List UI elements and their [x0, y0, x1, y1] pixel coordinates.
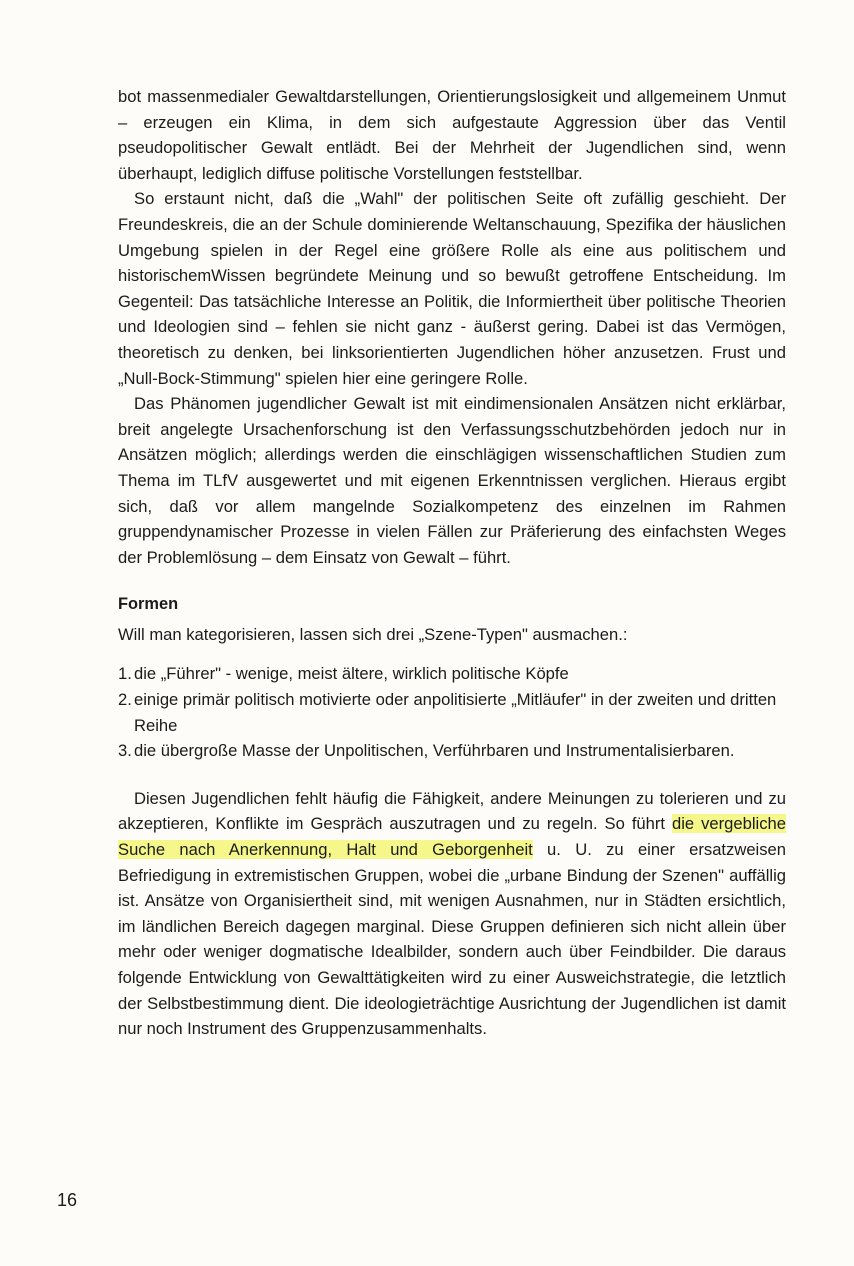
list-item — [118, 687, 786, 738]
paragraph-2: So erstaunt nicht, daß die „Wahl" der politischen Seite oft zufällig geschieht. Der Freundeskreis, die an der Schule dominierende Weltanschauung, Spezifika der häuslichen Umgebung spielen in der Regel eine größere Rolle als eine aus politischem und historischemWissen begründete Meinung und so bewußt getroffene Entscheidung. Im Gegenteil: Das tatsächliche Interesse an Politik, die Informiertheit über politische Theorien und Ideologien sind – fehlen sie nicht ganz - äußerst gering. Dabei ist das Vermögen, theoretisch zu denken, bei linksorientierten Jugendlichen höher anzusetzen. Frust und „Null-Bock-Stimmung" spielen hier eine geringere Rolle. — [118, 189, 786, 388]
list-item-text: die „Führer" - wenige, meist ältere, wirklich politische Köpfe — [134, 664, 569, 684]
section-lead: Will man kategorisieren, lassen sich drei „Szene-Typen" ausmachen.: — [118, 624, 628, 644]
text-column — [118, 84, 786, 1042]
closing-text-after: u. U. zu einer ersatzweisen Befriedigung in extremistischen Gruppen, wobei die „urbane Bindung der Szenen" auffällig ist. Ansätze von Organisiertheit sind, mit wenigen Ausnahmen, nur in Städten ersichtlich, im ländlichen Bereich dagegen marginal. Diese Gruppen definieren sich nicht allein über mehr oder weniger dogmatische Idealbilder, sondern auch über Feindbilder. Die daraus folgende Entwicklung von Gewalttätigkeiten wird zu einer Ausweichstrategie, die letztlich der Selbstbestimmung dient. Die ideologieträchtige Ausrichtung der Jugendlichen ist damit nur noch Instrument des Gruppenzusammenhalts. — [118, 840, 786, 1039]
szene-types-list — [118, 661, 786, 763]
paragraph-3: Das Phänomen jugendlicher Gewalt ist mit eindimensionalen Ansätzen nicht erklärbar, breit angelegte Ursachenforschung ist den Verfassungsschutzbehörden jedoch nur in Ansätzen möglich; allerdings werden die einschlägigen wissenschaftlichen Studien zum Thema im TLfV ausgewertet und mit eigenen Erkenntnissen verglichen. Hieraus ergibt sich, daß vor allem mangelnde Sozialkompetenz des einzelnen im Rahmen gruppendynamischer Prozesse in vielen Fällen zur Präferierung des einfachsten Weges der Problemlösung – dem Einsatz von Gewalt – führt. — [118, 394, 786, 567]
list-item-text: einige primär politisch motivierte oder anpolitisierte „Mitläufer" in der zweiten und dritten Reihe — [134, 690, 777, 735]
highlighted-phrase: die vergebliche Suche nach Anerkennung, Halt und Geborgenheit — [118, 814, 786, 860]
list-item-number: 2. — [118, 690, 132, 710]
list-item — [118, 661, 786, 687]
list-item-number: 1. — [118, 664, 132, 684]
paragraph-1: bot massenmedialer Gewaltdarstellungen, Orientierungslosigkeit und allgemeinem Unmut – erzeugen ein Klima, in dem sich aufgestaute Aggression über das Ventil pseudopolitischer Gewalt entlädt. Bei der Mehrheit der Jugendlichen sind, wenn überhaupt, lediglich diffuse politische Vorstellungen feststellbar. — [118, 87, 786, 183]
closing-paragraph — [118, 786, 786, 1042]
page-number: 16 — [57, 1190, 78, 1210]
section-heading: Formen — [118, 595, 179, 614]
list-item-number: 3. — [118, 741, 132, 761]
closing-text-before: Diesen Jugendlichen fehlt häufig die Fähigkeit, andere Meinungen zu tolerieren und zu akzeptieren, Konflikte im Gespräch auszutragen und zu regeln. So führt — [118, 788, 786, 834]
list-item — [118, 738, 786, 764]
list-item-text: die übergroße Masse der Unpolitischen, Verführbaren und Instrumentalisierbaren. — [134, 741, 735, 761]
